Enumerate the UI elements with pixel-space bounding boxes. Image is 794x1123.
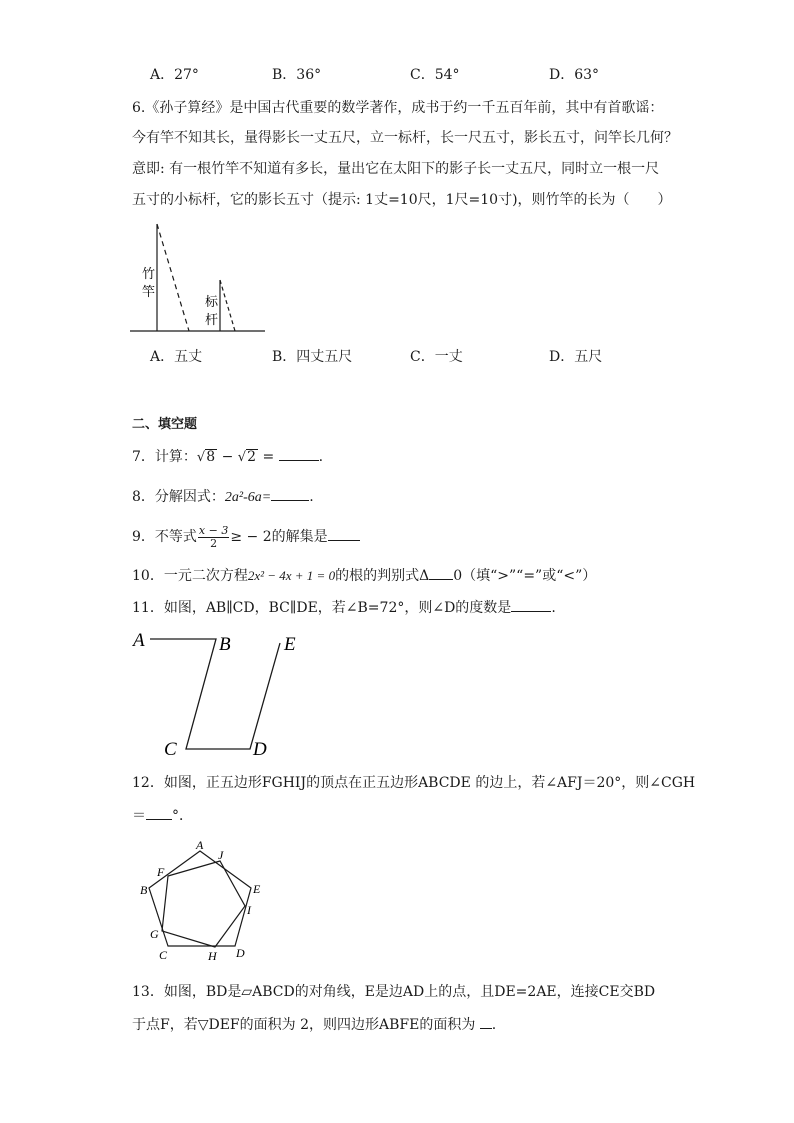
q13-line-1: 13．如图，BD是▱ABCD的对角线，E是边AD上的点，且DE=2AE，连接CE交BD <box>132 984 656 1000</box>
answer-blank <box>429 565 453 580</box>
q12-pentagon-figure <box>132 838 272 963</box>
label-d: D <box>253 739 267 760</box>
stick-label-2: 杆 <box>205 312 219 327</box>
label-e: E <box>253 882 261 896</box>
q12-line-2: ＝ °． <box>132 805 193 826</box>
q7-radicand-2: 2 <box>247 449 256 465</box>
answer-blank <box>511 597 551 612</box>
label-d: D <box>236 946 245 960</box>
q6-option-b: B．四丈五尺 <box>272 349 353 365</box>
q5-option-a: A．27° <box>150 67 199 83</box>
section-heading: 二、填空题 <box>132 417 198 432</box>
label-b: B <box>140 883 148 897</box>
q7: 7．计算：√8 − √2 = . <box>132 446 323 468</box>
label-a: A <box>133 630 145 651</box>
q6-line-1: 6.《孙子算经》是中国古代重要的数学著作，成书于约一千五百年前，其中有首歌谣： <box>132 100 664 116</box>
q7-radicand-1: 8 <box>206 449 216 465</box>
q11-parallel-figure <box>128 628 308 762</box>
label-c: C <box>159 948 168 962</box>
label-b: B <box>219 634 231 655</box>
answer-blank <box>271 486 309 501</box>
q6-bamboo-shadow-figure <box>125 218 270 338</box>
q5-option-d: D．63° <box>549 67 600 83</box>
q6-option-d: D．五尺 <box>549 349 603 365</box>
pole-label-2: 竿 <box>142 284 156 299</box>
label-i: I <box>247 903 251 917</box>
label-c: C <box>164 739 177 760</box>
q6-option-a: A．五丈 <box>150 349 203 365</box>
q8: 8．分解因式：2a²-6a= . <box>132 486 314 508</box>
label-j: J <box>218 848 224 862</box>
label-h: H <box>208 949 217 963</box>
label-g: G <box>150 927 159 941</box>
q9-fraction: $\frac{x - 3}{2}$ <box>198 523 229 550</box>
answer-blank <box>279 446 319 461</box>
q6-option-c: C．一丈 <box>410 349 463 365</box>
label-f: F <box>157 865 165 879</box>
answer-blank <box>480 1014 492 1029</box>
q10: 10．一元二次方程2x² − 4x + 1 = 0的根的判别式Δ 0（填“>”“=”或“<”） <box>132 565 596 586</box>
q9: 9．不等式 $\frac{x - 3}{2}$ ≥ − 2的解集是 <box>132 521 360 553</box>
label-e: E <box>284 634 296 655</box>
pole-label-1: 竹 <box>142 266 156 281</box>
q13-line-2: 于点F，若▽DEF的面积为 2，则四边形ABFE的面积为 . <box>132 1014 496 1035</box>
label-a: A <box>196 838 204 852</box>
q6-line-3: 意即: 有一根竹竿不知道有多长，量出它在太阳下的影子长一丈五尺，同时立一根一尺 <box>132 161 660 177</box>
q11: 11．如图，AB∥CD，BC∥DE，若∠B=72°，则∠D的度数是 . <box>132 597 556 618</box>
stick-label-1: 标 <box>205 294 219 309</box>
answer-blank <box>146 805 172 820</box>
answer-blank <box>328 526 360 541</box>
q5-option-b: B．36° <box>272 67 322 83</box>
q6-line-2: 今有竿不知其长，量得影长一丈五尺，立一标杆，长一尺五寸，影长五寸，问竿长几何？ <box>132 130 678 146</box>
q6-line-4: 五寸的小标杆，它的影长五寸（提示: 1丈=10尺，1尺=10寸)，则竹竿的长为（ ） <box>132 192 672 208</box>
q5-option-c: C．54° <box>410 67 460 83</box>
q12-line-1: 12．如图，正五边形FGHIJ的顶点在正五边形ABCDE 的边上，若∠AFJ＝20°，则∠CGH <box>132 775 696 791</box>
